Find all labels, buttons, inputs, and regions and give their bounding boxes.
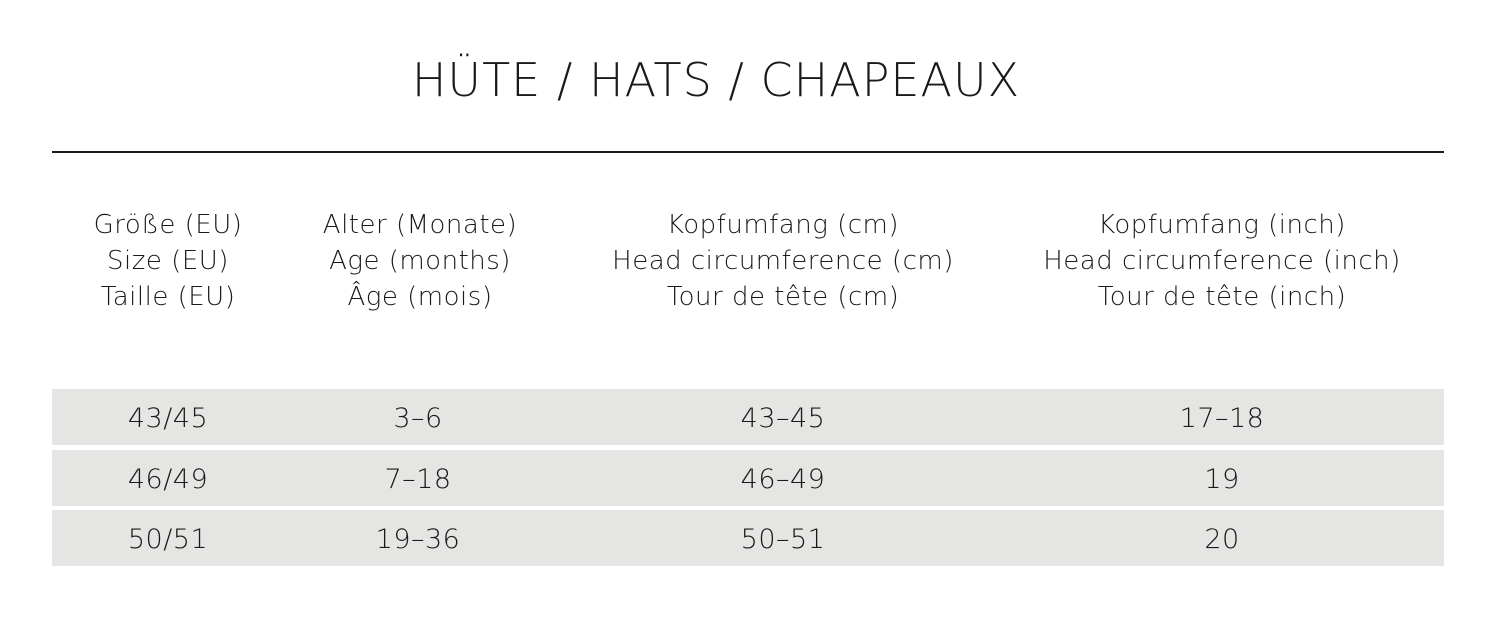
table-row	[52, 389, 1444, 445]
header-head-cm-en: Head circumference (cm)	[612, 246, 954, 276]
cell-size: 46/49	[127, 464, 209, 495]
header-head-inch-fr: Tour de tête (inch)	[1097, 282, 1347, 312]
cell-size: 50/51	[127, 524, 209, 555]
header-head-inch-de: Kopfumfang (inch)	[1098, 210, 1346, 240]
title-divider	[52, 151, 1444, 153]
header-age	[300, 207, 540, 315]
cell-head-inch: 20	[1204, 524, 1240, 555]
header-head-cm-fr: Tour de tête (cm)	[666, 282, 900, 312]
cell-head-cm: 46–49	[740, 464, 826, 495]
header-head-inch	[1020, 207, 1424, 315]
cell-head-cm: 50–51	[740, 524, 826, 555]
page-title: HÜTE / HATS / CHAPEAUX	[411, 53, 1021, 107]
table-row	[52, 510, 1444, 566]
header-size-de: Größe (EU)	[93, 210, 243, 240]
cell-age: 3–6	[393, 403, 443, 434]
cell-head-cm: 43–45	[740, 403, 826, 434]
header-size-fr: Taille (EU)	[100, 282, 236, 312]
cell-head-inch: 19	[1204, 464, 1240, 495]
cell-size: 43/45	[127, 403, 209, 434]
header-head-inch-en: Head circumference (inch)	[1043, 246, 1401, 276]
header-size-en: Size (EU)	[107, 246, 229, 276]
cell-age: 19–36	[375, 524, 461, 555]
header-size	[68, 207, 268, 315]
header-age-fr: Âge (mois)	[347, 282, 493, 312]
cell-age: 7–18	[384, 464, 452, 495]
header-head-cm	[583, 207, 983, 315]
header-age-en: Age (months)	[329, 246, 511, 276]
header-age-de: Alter (Monate)	[322, 210, 518, 240]
table-row	[52, 450, 1444, 506]
cell-head-inch: 17–18	[1179, 403, 1265, 434]
header-head-cm-de: Kopfumfang (cm)	[667, 210, 899, 240]
